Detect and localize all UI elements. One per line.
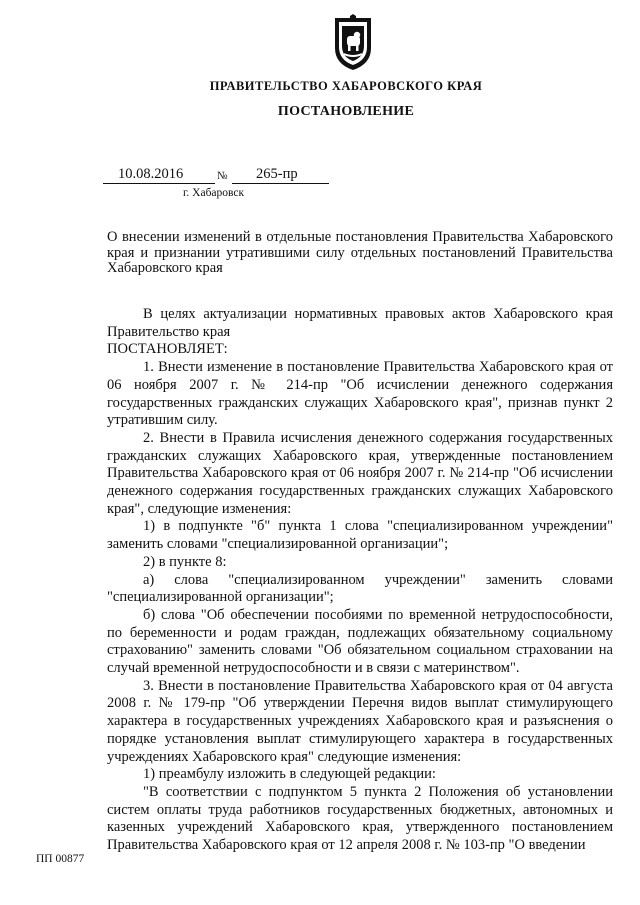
number-sign: № [217,170,228,182]
body-paragraph: 1) преамбулу изложить в следующей редакции: [143,766,436,783]
body-paragraph: 2) в пункте 8: [143,553,227,570]
body-paragraph: б) слова "Об обеспечении пособиями по временной нетрудоспособности, по беременности и родам граждан, подлежащих обязательному социальному страхованию" заменить словами "Об обязательном социальном страховании на случай временной нетрудоспособности и в связи с материнством". [107,606,613,677]
document-subject: О внесении изменений в отдельные постановления Правительства Хабаровского края и признании утратившими силу отдельных постановлений Правительства Хабаровского края [107,229,613,276]
body-paragraph: 1. Внести изменение в постановление Правительства Хабаровского края от 06 ноября 2007 г. № 214-пр "Об исчислении денежного содержания государственных гражданских служащих Хабаровского края", признав пункт 2 утратившим силу. [107,359,613,429]
document-date: 10.08.2016 [103,165,215,184]
government-title: ПРАВИТЕЛЬСТВО ХАБАРОВСКОГО КРАЯ [209,79,483,93]
body-paragraph: В целях актуализации нормативных правовых актов Хабаровского края Правительство края [107,306,613,340]
body-paragraph: а) слова "специализированном учреждении" заменить словами "специализированной организации"; [107,571,613,606]
document-city: г. Хабаровск [183,187,245,199]
body-paragraph: 1) в подпункте "б" пункта 1 слова "специализированном учреждении" заменить словами "специализированной организации"; [107,518,613,553]
body-paragraph: ПОСТАНОВЛЯЕТ: [107,341,228,358]
document-number: 265-пр [232,165,329,184]
body-paragraph: 3. Внести в постановление Правительства Хабаровского края от 04 августа 2008 г. № 179-пр "Об утверждении Перечня видов выплат стимулирующего характера в государственных учреждениях Хабаровского края и разъяснения о порядке установления выплат стимулирующего характера в государственных учреждениях Хабаровского края" следующие изменения: [107,677,613,765]
document-type: ПОСТАНОВЛЕНИЕ [277,104,415,119]
coat-of-arms-icon [330,14,376,72]
document-body [107,306,613,855]
body-paragraph: 2. Внести в Правила исчисления денежного содержания государственных гражданских служащих Хабаровского края, утвержденные постановлением Правительства Хабаровского края от 06 ноября 2007 г. № 214-пр "Об исчислении денежного содержания государственных гражданских служащих Хабаровского края", следующие изменения: [107,429,613,517]
footer-code: ПП 00877 [36,853,85,865]
body-paragraph: "В соответствии с подпунктом 5 пункта 2 Положения об установлении систем оплаты труда работников государственных бюджетных, автономных и казенных учреждений Хабаровского края, утвержденного постановлением Правительства Хабаровского края от 12 апреля 2008 г. № 103-пр "О введении [107,783,613,854]
